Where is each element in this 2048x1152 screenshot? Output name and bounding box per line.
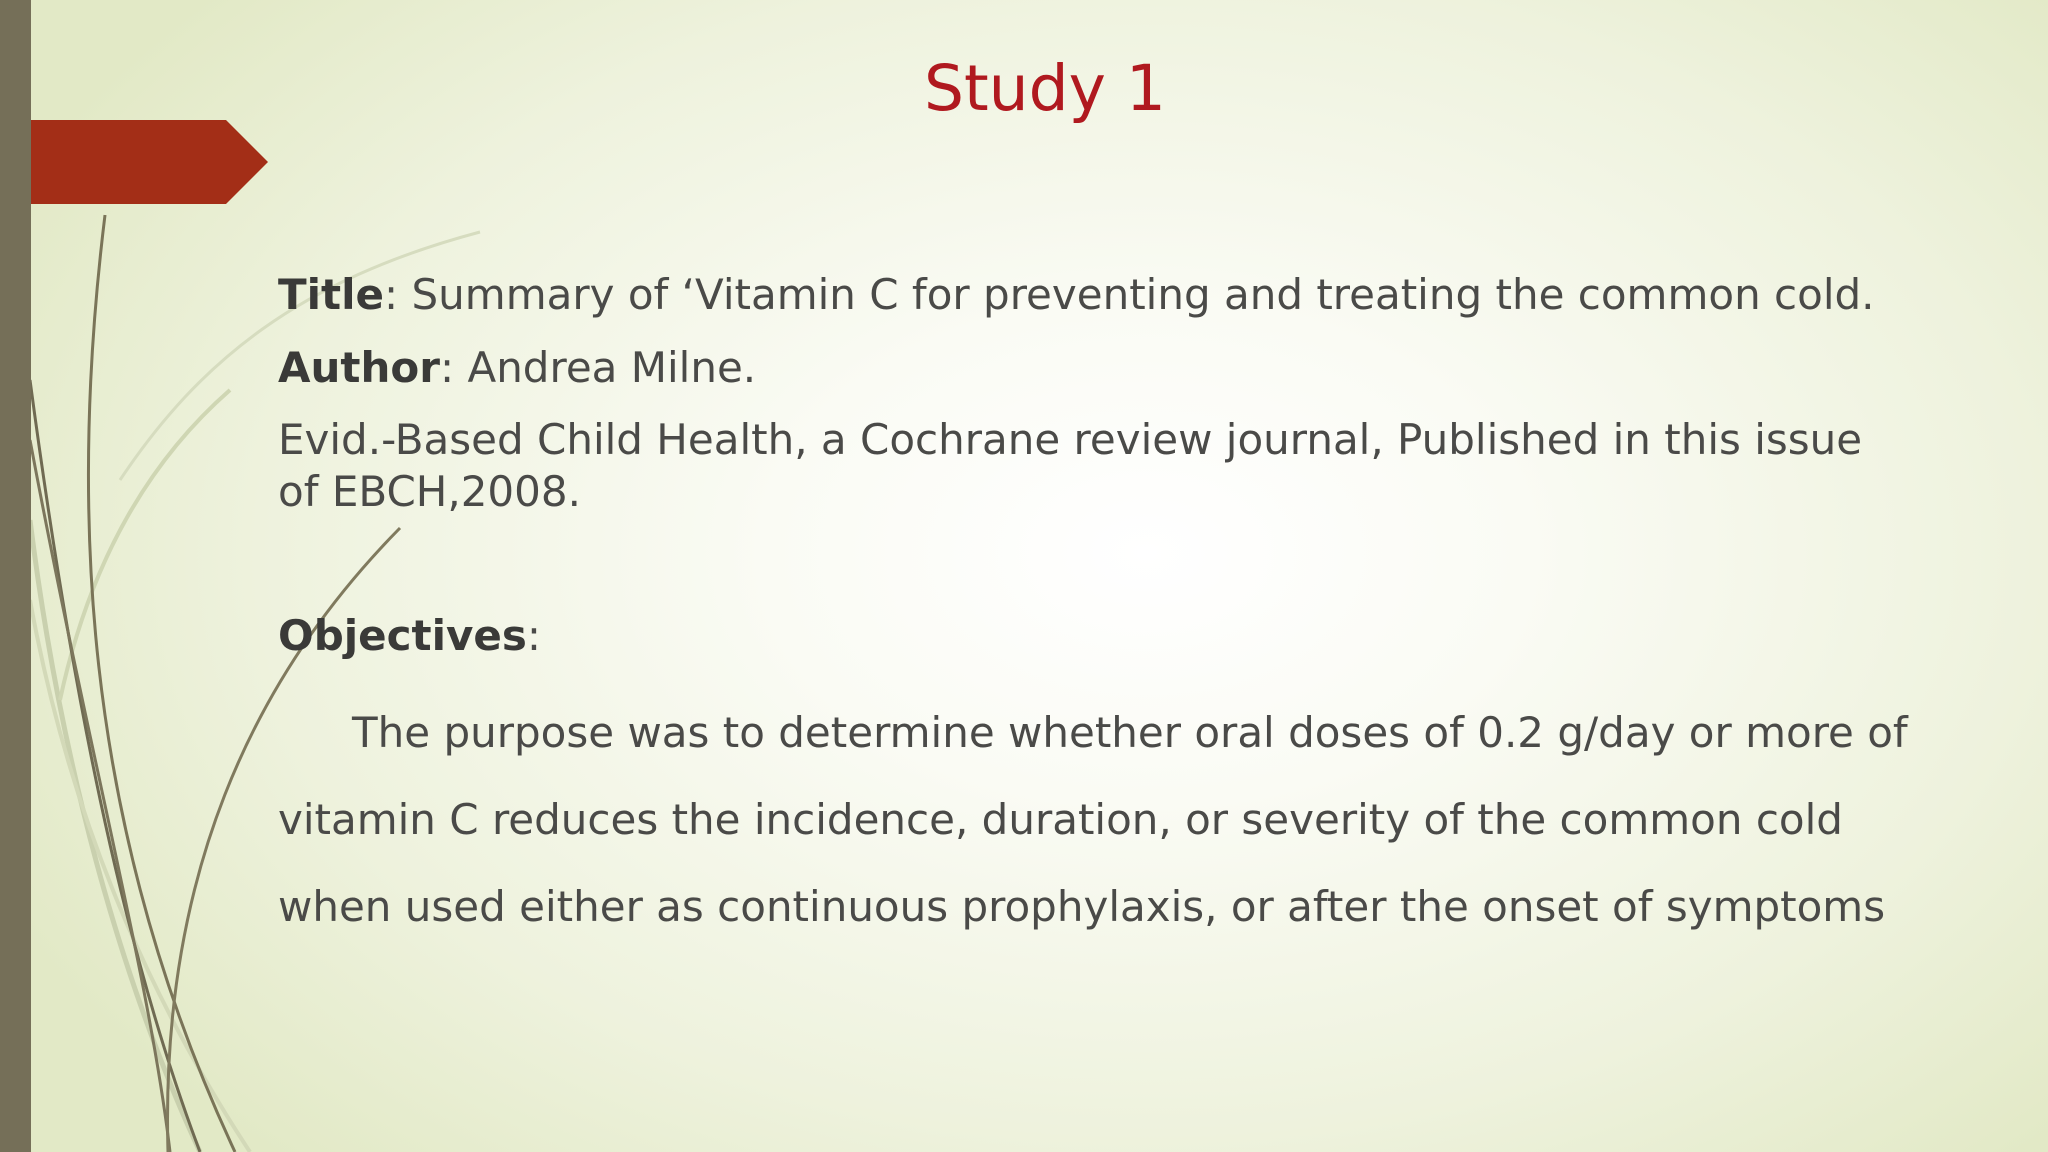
author-value: Andrea Milne. bbox=[454, 343, 757, 392]
objectives-heading bbox=[278, 610, 541, 662]
stem-dark-1 bbox=[88, 215, 235, 1152]
objectives-line-1: The purpose was to determine whether oral doses of 0.2 g/day or more of bbox=[352, 708, 1908, 757]
stem-light-4 bbox=[60, 390, 230, 700]
objectives-label: Objectives bbox=[278, 611, 527, 660]
author-separator: : bbox=[439, 343, 455, 392]
objectives-line-3: when used either as continuous prophylaxis, or after the onset of symptoms bbox=[278, 882, 1886, 931]
left-sidebar-bar bbox=[0, 0, 31, 1152]
slide-title: Study 1 bbox=[923, 52, 1166, 125]
title-label: Title bbox=[278, 270, 385, 319]
author-line bbox=[278, 342, 756, 394]
title-line bbox=[278, 269, 1875, 321]
author-label: Author bbox=[278, 343, 440, 392]
stem-light-1 bbox=[30, 520, 200, 1152]
title-value: Summary of ‘Vitamin C for preventing and treating the common cold. bbox=[398, 270, 1875, 319]
citation-text: Evid.-Based Child Health, a Cochrane review journal, Published in this issue of EBCH,2008. bbox=[278, 415, 1863, 516]
objectives-line-2: vitamin C reduces the incidence, duration, or severity of the common cold bbox=[278, 795, 1843, 844]
stem-dark-2 bbox=[30, 380, 200, 1152]
objectives-separator: : bbox=[526, 611, 542, 660]
arrow-banner bbox=[0, 120, 268, 204]
title-separator: : bbox=[384, 270, 399, 319]
